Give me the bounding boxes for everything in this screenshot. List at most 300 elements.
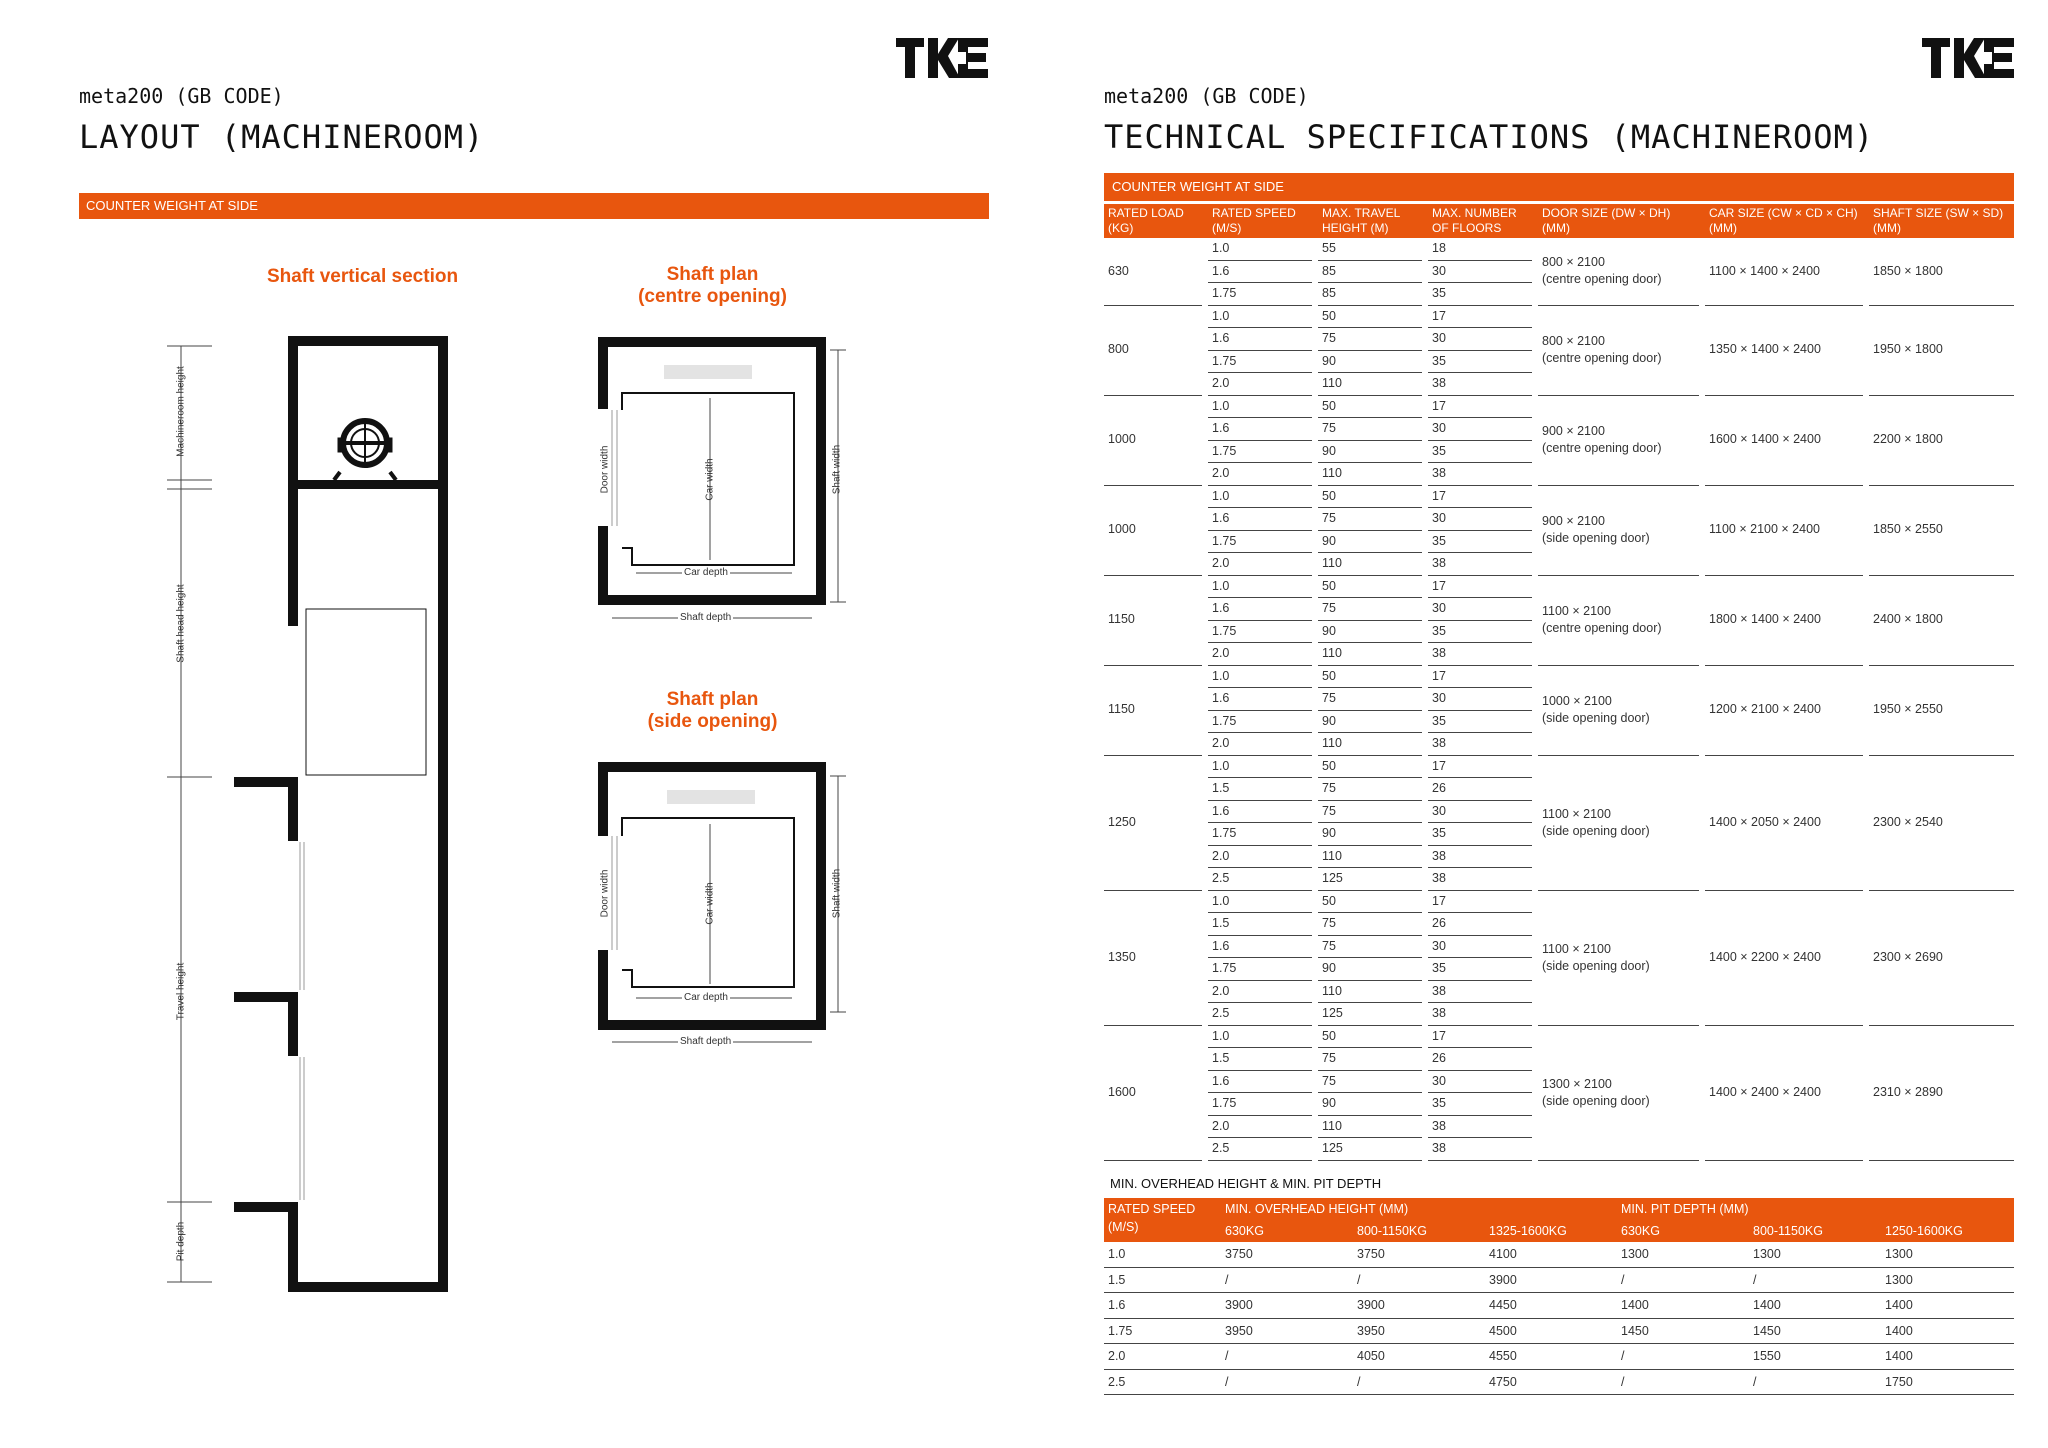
max-floors-cell: 18 <box>1428 238 1532 260</box>
column-gap <box>1532 823 1538 846</box>
rated-speed-cell: 2.5 <box>1208 1138 1312 1161</box>
shaft-width-label: Shaft width <box>831 444 843 495</box>
rated-speed-cell: 1.0 <box>1208 575 1312 598</box>
rated-speed-cell: 1.0 <box>1208 305 1312 328</box>
max-floors-cell: 26 <box>1428 778 1532 801</box>
max-travel-cell: 75 <box>1318 778 1422 801</box>
value-cell: 1400 <box>1881 1293 2014 1319</box>
subheader-pit-630: 630KG <box>1617 1220 1749 1242</box>
max-floors-cell: 38 <box>1428 373 1532 396</box>
max-floors-cell: 38 <box>1428 733 1532 756</box>
max-travel-cell: 110 <box>1318 373 1422 396</box>
column-gap <box>1532 463 1538 486</box>
overhead-body <box>1104 1242 2014 1395</box>
rated-speed-cell: 1.0 <box>1104 1242 1221 1267</box>
column-gap <box>1532 418 1538 441</box>
overhead-row <box>1104 1344 2014 1370</box>
rated-load-cell: 1350 <box>1104 890 1202 1025</box>
column-gap <box>1699 935 1705 958</box>
column-gap <box>1532 1048 1538 1071</box>
door-size-value: 1100 × 2100 <box>1542 604 1611 618</box>
travel-height-label: Travel height <box>175 962 187 1021</box>
spec-table <box>1104 204 2014 1161</box>
column-gap <box>1863 1115 1869 1138</box>
shaft-head-height-label: Shaft head height <box>175 584 187 663</box>
max-floors-cell: 35 <box>1428 350 1532 373</box>
max-travel-cell: 50 <box>1318 485 1422 508</box>
column-gap <box>1532 553 1538 576</box>
spec-row <box>1104 395 2014 418</box>
column-gap <box>1863 598 1869 621</box>
value-cell: 1400 <box>1881 1344 2014 1370</box>
column-gap <box>1532 283 1538 306</box>
column-gap <box>1699 868 1705 891</box>
machineroom-height-label: Machineroom height <box>175 366 187 457</box>
rated-speed-cell: 1.0 <box>1208 238 1312 260</box>
rated-speed-cell: 2.0 <box>1208 373 1312 396</box>
value-cell: 1300 <box>1617 1242 1749 1267</box>
spec-row <box>1104 238 2014 260</box>
car-size-cell: 1400 × 2400 × 2400 <box>1705 1025 1863 1160</box>
max-floors-cell: 17 <box>1428 890 1532 913</box>
max-floors-cell: 38 <box>1428 1115 1532 1138</box>
plan-side-title-line2: (side opening) <box>647 711 778 732</box>
max-travel-cell: 75 <box>1318 935 1422 958</box>
spec-header-row <box>1104 204 2014 238</box>
overhead-header-row <box>1104 1198 2014 1220</box>
rated-speed-cell: 2.0 <box>1104 1344 1221 1370</box>
column-gap <box>1699 1093 1705 1116</box>
value-cell: 4550 <box>1485 1344 1617 1370</box>
max-travel-cell: 75 <box>1318 913 1422 936</box>
overhead-table <box>1104 1198 2014 1395</box>
max-floors-cell: 30 <box>1428 688 1532 711</box>
spec-row <box>1104 485 2014 508</box>
rated-speed-cell: 1.0 <box>1208 890 1312 913</box>
max-floors-cell: 30 <box>1428 328 1532 351</box>
column-gap <box>1863 913 1869 936</box>
column-gap <box>1532 935 1538 958</box>
page-title: TECHNICAL SPECIFICATIONS (MACHINEROOM) <box>1104 118 1875 156</box>
max-travel-cell: 75 <box>1318 800 1422 823</box>
column-gap <box>1532 1003 1538 1026</box>
max-floors-cell: 35 <box>1428 958 1532 981</box>
column-gap <box>1532 643 1538 666</box>
document-kicker: meta200 (GB CODE) <box>1104 84 1309 108</box>
rated-speed-cell: 1.5 <box>1208 778 1312 801</box>
max-travel-cell: 50 <box>1318 575 1422 598</box>
max-travel-cell: 75 <box>1318 1070 1422 1093</box>
header-max-travel: MAX. TRAVEL HEIGHT (M) <box>1318 204 1422 238</box>
column-gap <box>1699 553 1705 576</box>
column-gap <box>1699 710 1705 733</box>
max-travel-cell: 110 <box>1318 845 1422 868</box>
column-gap <box>1699 260 1705 283</box>
spec-row <box>1104 575 2014 598</box>
column-gap <box>1699 598 1705 621</box>
max-floors-cell: 30 <box>1428 418 1532 441</box>
column-gap <box>1532 260 1538 283</box>
column-gap <box>1699 733 1705 756</box>
value-cell: 4750 <box>1485 1369 1617 1395</box>
max-travel-cell: 90 <box>1318 710 1422 733</box>
car-width-label: Car width <box>704 882 716 925</box>
column-gap <box>1863 373 1869 396</box>
door-type-value: (side opening door) <box>1542 1093 1650 1108</box>
column-gap <box>1532 710 1538 733</box>
max-travel-cell: 125 <box>1318 868 1422 891</box>
shaft-size-cell: 2200 × 1800 <box>1869 395 2014 485</box>
rated-speed-cell: 1.5 <box>1208 1048 1312 1071</box>
value-cell: / <box>1617 1369 1749 1395</box>
column-gap <box>1699 463 1705 486</box>
max-travel-cell: 50 <box>1318 1025 1422 1048</box>
max-floors-cell: 17 <box>1428 755 1532 778</box>
max-floors-cell: 17 <box>1428 575 1532 598</box>
door-type-value: (side opening door) <box>1542 711 1650 725</box>
value-cell: 3950 <box>1353 1318 1485 1344</box>
column-gap <box>1863 620 1869 643</box>
rated-speed-cell: 1.6 <box>1208 800 1312 823</box>
shaft-width-label: Shaft width <box>831 868 843 919</box>
column-gap <box>1863 1138 1869 1161</box>
max-floors-cell: 17 <box>1428 665 1532 688</box>
rated-speed-cell: 2.0 <box>1208 845 1312 868</box>
column-gap <box>1699 440 1705 463</box>
rated-load-cell: 800 <box>1104 305 1202 395</box>
rated-speed-cell: 1.75 <box>1208 710 1312 733</box>
max-floors-cell: 35 <box>1428 823 1532 846</box>
column-gap <box>1532 373 1538 396</box>
max-travel-cell: 75 <box>1318 508 1422 531</box>
shaft-size-cell: 1850 × 1800 <box>1869 238 2014 305</box>
rated-speed-cell: 1.6 <box>1208 418 1312 441</box>
column-gap <box>1699 418 1705 441</box>
column-gap <box>1699 778 1705 801</box>
rated-speed-cell: 1.6 <box>1208 260 1312 283</box>
max-travel-cell: 50 <box>1318 665 1422 688</box>
column-gap <box>1532 530 1538 553</box>
car-size-cell: 1350 × 1400 × 2400 <box>1705 305 1863 395</box>
max-floors-cell: 26 <box>1428 913 1532 936</box>
max-floors-cell: 30 <box>1428 598 1532 621</box>
column-gap <box>1532 440 1538 463</box>
max-travel-cell: 125 <box>1318 1003 1422 1026</box>
max-travel-cell: 110 <box>1318 553 1422 576</box>
door-size-value: 900 × 2100 <box>1542 514 1605 528</box>
column-gap <box>1863 980 1869 1003</box>
column-gap <box>1863 1070 1869 1093</box>
rated-speed-cell: 1.0 <box>1208 1025 1312 1048</box>
max-floors-cell: 38 <box>1428 643 1532 666</box>
column-gap <box>1699 1048 1705 1071</box>
header-rated-load: RATED LOAD (KG) <box>1104 204 1202 238</box>
value-cell: / <box>1749 1267 1881 1293</box>
value-cell: 1750 <box>1881 1369 2014 1395</box>
column-gap <box>1532 913 1538 936</box>
max-travel-cell: 50 <box>1318 890 1422 913</box>
rated-load-cell: 1150 <box>1104 665 1202 755</box>
value-cell: 1400 <box>1749 1293 1881 1319</box>
max-travel-cell: 75 <box>1318 598 1422 621</box>
value-cell: 1300 <box>1881 1267 2014 1293</box>
header-pit: MIN. PIT DEPTH (MM) <box>1617 1198 2014 1220</box>
door-size-cell <box>1538 755 1699 890</box>
vertical-section-title: Shaft vertical section <box>266 266 459 287</box>
column-gap <box>1532 958 1538 981</box>
max-floors-cell: 35 <box>1428 440 1532 463</box>
spec-row <box>1104 1025 2014 1048</box>
column-gap <box>1863 778 1869 801</box>
column-gap <box>1863 350 1869 373</box>
max-floors-cell: 38 <box>1428 868 1532 891</box>
door-type-value: (centre opening door) <box>1542 621 1662 635</box>
column-gap <box>1863 643 1869 666</box>
document-kicker: meta200 (GB CODE) <box>79 84 284 108</box>
column-gap <box>1699 643 1705 666</box>
overhead-subheader-row <box>1104 1220 2014 1242</box>
column-gap <box>1699 913 1705 936</box>
column-gap <box>1699 958 1705 981</box>
value-cell: 3950 <box>1221 1318 1353 1344</box>
column-gap <box>1863 418 1869 441</box>
rated-speed-cell: 1.6 <box>1208 328 1312 351</box>
shaft-size-cell: 2310 × 2890 <box>1869 1025 2014 1160</box>
car-depth-label: Car depth <box>684 992 728 1003</box>
column-gap <box>1863 845 1869 868</box>
value-cell: / <box>1353 1267 1485 1293</box>
header-shaft-size: SHAFT SIZE (SW × SD) (MM) <box>1869 204 2014 238</box>
value-cell: / <box>1749 1369 1881 1395</box>
rated-speed-cell: 2.0 <box>1208 463 1312 486</box>
column-gap <box>1863 440 1869 463</box>
rated-speed-cell: 1.6 <box>1104 1293 1221 1319</box>
column-gap <box>1532 508 1538 531</box>
column-gap <box>1699 823 1705 846</box>
column-gap <box>1699 845 1705 868</box>
max-floors-cell: 30 <box>1428 800 1532 823</box>
rated-speed-cell: 1.75 <box>1208 958 1312 981</box>
car-depth-label: Car depth <box>684 567 728 578</box>
column-gap <box>1863 823 1869 846</box>
max-travel-cell: 50 <box>1318 755 1422 778</box>
rated-load-cell: 1150 <box>1104 575 1202 665</box>
column-gap <box>1532 845 1538 868</box>
column-gap <box>1863 328 1869 351</box>
column-gap <box>1863 958 1869 981</box>
door-type-value: (centre opening door) <box>1542 272 1662 287</box>
door-type-value: (side opening door) <box>1542 823 1650 838</box>
max-travel-cell: 125 <box>1318 1138 1422 1161</box>
column-gap <box>1532 328 1538 351</box>
door-size-value: 900 × 2100 <box>1542 424 1605 438</box>
max-travel-cell: 85 <box>1318 283 1422 306</box>
value-cell: 1400 <box>1617 1293 1749 1319</box>
vertical-dimension-lines <box>167 346 212 1282</box>
column-gap <box>1863 1048 1869 1071</box>
shaft-size-cell: 1850 × 2550 <box>1869 485 2014 575</box>
value-cell: 3900 <box>1353 1293 1485 1319</box>
value-cell: 1300 <box>1749 1242 1881 1267</box>
max-floors-cell: 17 <box>1428 1025 1532 1048</box>
column-gap <box>1863 1093 1869 1116</box>
value-cell: 1450 <box>1617 1318 1749 1344</box>
column-gap <box>1863 463 1869 486</box>
max-floors-cell: 35 <box>1428 620 1532 643</box>
value-cell: / <box>1617 1267 1749 1293</box>
max-travel-cell: 75 <box>1318 328 1422 351</box>
max-travel-cell: 110 <box>1318 733 1422 756</box>
column-gap <box>1532 350 1538 373</box>
plan-centre-counterweight <box>664 365 752 379</box>
rated-speed-cell: 2.0 <box>1208 980 1312 1003</box>
column-gap <box>1863 688 1869 711</box>
max-floors-cell: 30 <box>1428 1070 1532 1093</box>
column-gap <box>1863 508 1869 531</box>
max-floors-cell: 17 <box>1428 395 1532 418</box>
column-gap <box>1863 260 1869 283</box>
header-max-floors: MAX. NUMBER OF FLOORS <box>1428 204 1532 238</box>
column-gap <box>1532 1138 1538 1161</box>
shaft-size-cell: 2300 × 2690 <box>1869 890 2014 1025</box>
door-size-cell <box>1538 238 1699 305</box>
max-floors-cell: 38 <box>1428 1138 1532 1161</box>
car-size-cell: 1600 × 1400 × 2400 <box>1705 395 1863 485</box>
max-travel-cell: 110 <box>1318 1115 1422 1138</box>
rated-speed-cell: 2.5 <box>1104 1369 1221 1395</box>
max-travel-cell: 110 <box>1318 643 1422 666</box>
column-gap <box>1699 1003 1705 1026</box>
max-floors-cell: 30 <box>1428 260 1532 283</box>
door-type-value: (side opening door) <box>1542 958 1650 973</box>
column-gap <box>1699 373 1705 396</box>
rated-speed-cell: 1.75 <box>1208 530 1312 553</box>
car-width-label: Car width <box>704 458 716 501</box>
shaft-size-cell: 2300 × 2540 <box>1869 755 2014 890</box>
max-travel-cell: 90 <box>1318 823 1422 846</box>
column-gap <box>1699 620 1705 643</box>
column-gap <box>1699 688 1705 711</box>
header-car-size: CAR SIZE (CW × CD × CH) (MM) <box>1705 204 1863 238</box>
door-size-cell <box>1538 665 1699 755</box>
subheader-pit-1250-1600: 1250-1600KG <box>1881 1220 2014 1242</box>
overhead-row <box>1104 1293 2014 1319</box>
traction-machine-icon <box>334 420 396 480</box>
column-gap <box>1532 980 1538 1003</box>
car-size-cell: 1800 × 1400 × 2400 <box>1705 575 1863 665</box>
overhead-row <box>1104 1267 2014 1293</box>
column-gap <box>1863 553 1869 576</box>
value-cell: 1300 <box>1881 1242 2014 1267</box>
subheader-oh-1325-1600: 1325-1600KG <box>1485 1220 1617 1242</box>
value-cell: 1450 <box>1749 1318 1881 1344</box>
column-gap <box>1699 1138 1705 1161</box>
column-gap <box>1532 688 1538 711</box>
subheader-oh-800-1150: 800-1150KG <box>1353 1220 1485 1242</box>
column-gap <box>1863 800 1869 823</box>
rated-load-cell: 1600 <box>1104 1025 1202 1160</box>
max-travel-cell: 75 <box>1318 1048 1422 1071</box>
column-gap <box>1532 1093 1538 1116</box>
max-travel-cell: 110 <box>1318 463 1422 486</box>
shaft-depth-label: Shaft depth <box>680 1036 732 1047</box>
max-floors-cell: 38 <box>1428 845 1532 868</box>
max-floors-cell: 38 <box>1428 1003 1532 1026</box>
max-floors-cell: 35 <box>1428 1093 1532 1116</box>
spec-body <box>1104 238 2014 1160</box>
rated-speed-cell: 1.75 <box>1208 283 1312 306</box>
column-gap <box>1863 283 1869 306</box>
rated-speed-cell: 1.6 <box>1208 935 1312 958</box>
rated-speed-cell: 1.75 <box>1104 1318 1221 1344</box>
plan-centre-car <box>612 393 794 565</box>
column-gap <box>1863 530 1869 553</box>
max-floors-cell: 17 <box>1428 485 1532 508</box>
door-size-cell <box>1538 890 1699 1025</box>
plan-side-car <box>612 818 794 987</box>
rated-speed-cell: 1.6 <box>1208 598 1312 621</box>
plan-side-counterweight <box>667 790 755 804</box>
tke-logo <box>1922 38 2014 82</box>
column-gap <box>1699 800 1705 823</box>
shaft-vertical-section <box>234 336 448 1292</box>
rated-load-cell: 1000 <box>1104 395 1202 485</box>
pit-depth-label: Pit depth <box>175 1221 187 1262</box>
max-travel-cell: 85 <box>1318 260 1422 283</box>
max-travel-cell: 75 <box>1318 688 1422 711</box>
door-size-value: 1000 × 2100 <box>1542 694 1612 708</box>
value-cell: 4450 <box>1485 1293 1617 1319</box>
subheader-oh-630: 630KG <box>1221 1220 1353 1242</box>
header-rated-speed: RATED SPEED (M/S) <box>1104 1198 1221 1242</box>
max-travel-cell: 90 <box>1318 620 1422 643</box>
header-overhead: MIN. OVERHEAD HEIGHT (MM) <box>1221 1198 1617 1220</box>
column-gap <box>1699 530 1705 553</box>
door-size-cell <box>1538 305 1699 395</box>
max-travel-cell: 90 <box>1318 958 1422 981</box>
max-floors-cell: 38 <box>1428 980 1532 1003</box>
max-travel-cell: 90 <box>1318 350 1422 373</box>
door-type-value: (centre opening door) <box>1542 441 1662 455</box>
rated-load-cell: 630 <box>1104 238 1202 305</box>
max-floors-cell: 30 <box>1428 935 1532 958</box>
spec-row <box>1104 755 2014 778</box>
max-travel-cell: 50 <box>1318 395 1422 418</box>
shaft-size-cell: 1950 × 2550 <box>1869 665 2014 755</box>
column-gap <box>1863 733 1869 756</box>
column-gap <box>1863 868 1869 891</box>
column-gap <box>1699 328 1705 351</box>
column-gap <box>1699 350 1705 373</box>
max-travel-cell: 90 <box>1318 1093 1422 1116</box>
max-travel-cell: 50 <box>1318 305 1422 328</box>
overhead-row <box>1104 1318 2014 1344</box>
door-type-value: (centre opening door) <box>1542 351 1662 365</box>
header-door-size: DOOR SIZE (DW × DH) (MM) <box>1538 204 1699 238</box>
door-size-cell <box>1538 1025 1699 1160</box>
value-cell: 4100 <box>1485 1242 1617 1267</box>
overhead-row <box>1104 1369 2014 1395</box>
column-gap <box>1699 1115 1705 1138</box>
column-gap <box>1532 1115 1538 1138</box>
value-cell: / <box>1221 1344 1353 1370</box>
rated-speed-cell: 2.0 <box>1208 733 1312 756</box>
max-travel-cell: 90 <box>1318 530 1422 553</box>
rated-load-cell: 1000 <box>1104 485 1202 575</box>
column-gap <box>1532 778 1538 801</box>
column-gap <box>1699 1070 1705 1093</box>
max-floors-cell: 35 <box>1428 530 1532 553</box>
